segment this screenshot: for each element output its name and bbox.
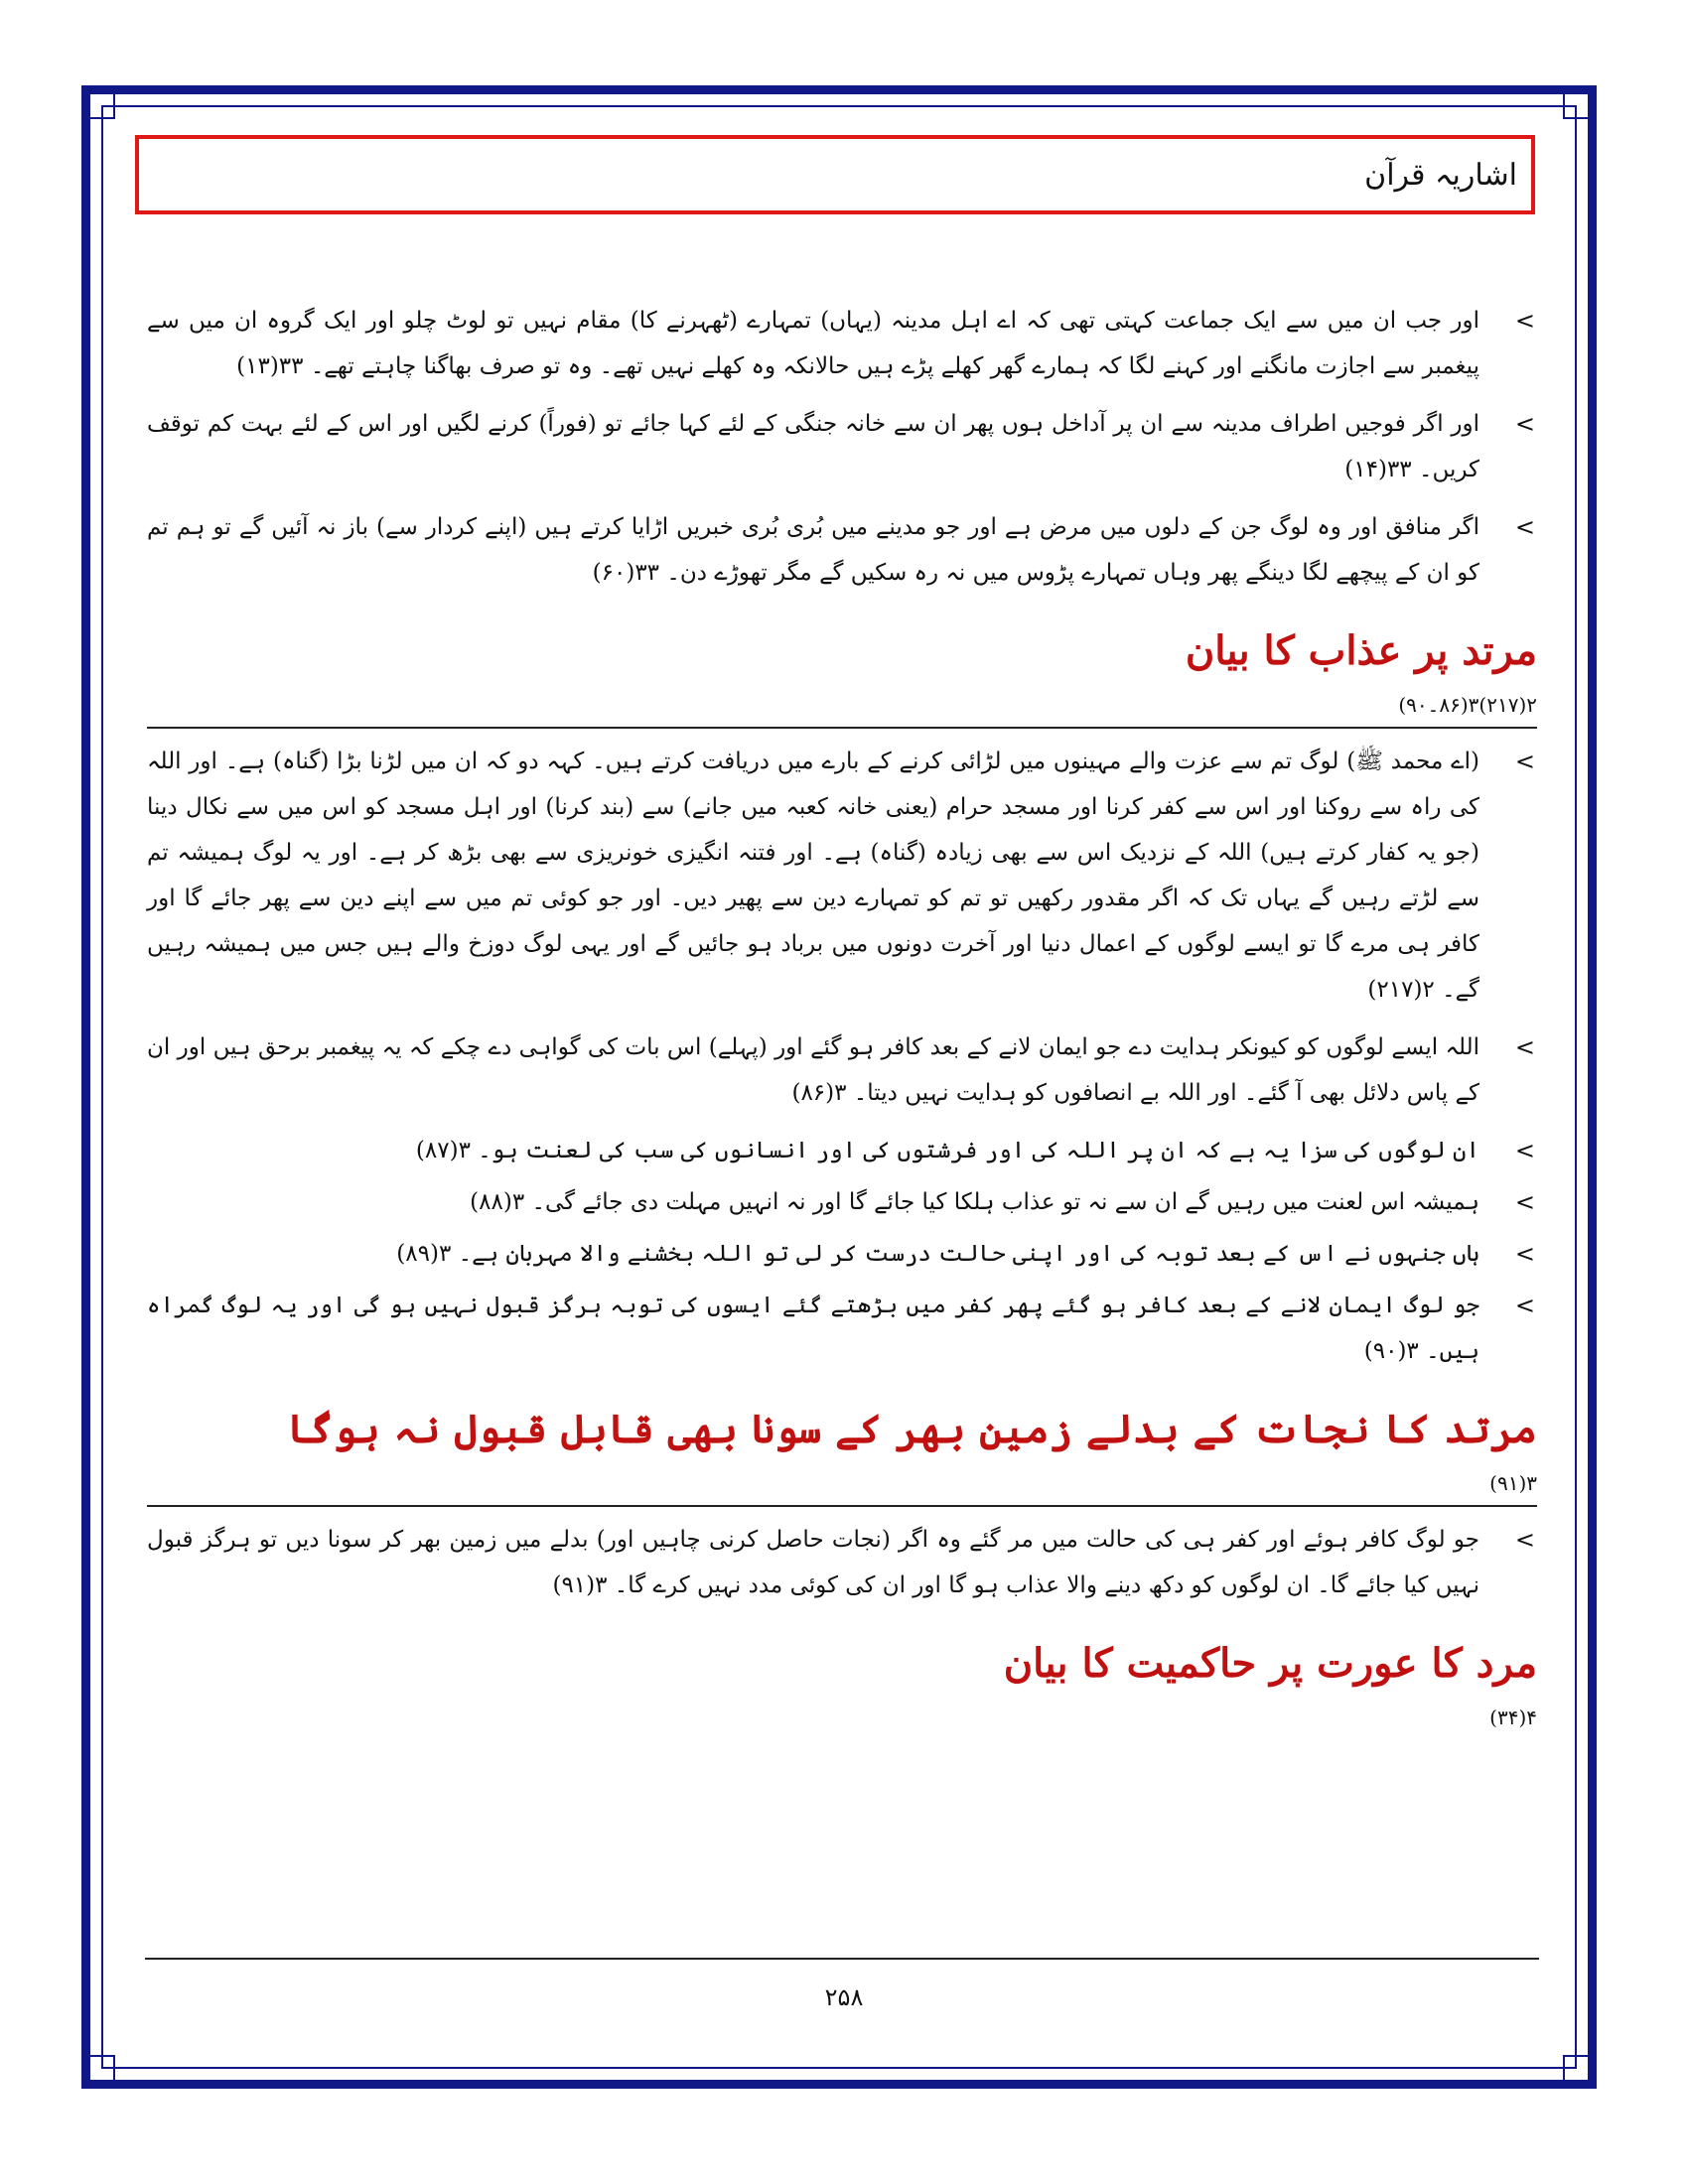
bullet-text: اگر منافق اور وہ لوگ جن کے دلوں میں مرض ہے اور جو مدینے میں بُری بُری خبریں اڑایا کرتے ہیں (اپنے کردار سے) باز نہ آئیں گے تو ہم تم کو ان کے پیچھے لگا دینگے پھر وہاں تمہارے پڑوس میں نہ رہ سکیں گے مگر تھوڑے دن۔ ۳۳(۶۰)	[147, 514, 1479, 586]
list-item	[147, 401, 1537, 492]
header-box	[135, 135, 1535, 214]
bullet-text: اور جب ان میں سے ایک جماعت کہتی تھی کہ اے اہل مدینہ (یہاں) تمہارے (ٹھہرنے کا) مقام نہیں تو لوٹ چلو اور ایک گروہ ان میں سے پیغمبر سے اجازت مانگنے اور کہنے لگا کہ ہمارے گھر کھلے پڑے ہیں حالانکہ وہ کھلے نہیں تھے۔ وہ تو صرف بھاگنا چاہتے تھے۔ ۳۳(۱۳)	[147, 308, 1479, 379]
section-title: مرتد کا نجات کے بدلے زمین بھر کے سونا بھی قابل قبول نہ ہوگا	[286, 1406, 1537, 1452]
list-item	[147, 1231, 1537, 1277]
arrow-bullet-icon: >	[1514, 1033, 1535, 1061]
bullet-text: ہمیشہ اس لعنت میں رہیں گے ان سے نہ تو عذاب ہلکا کیا جائے گا اور نہ انہیں مہلت دی جائے گی۔ ۳(۸۸)	[470, 1189, 1479, 1215]
arrow-bullet-icon: >	[1514, 513, 1535, 541]
list-item	[147, 298, 1537, 389]
section-references: ۳(۹۱)	[1489, 1471, 1537, 1495]
frame-corner-ornament	[85, 89, 115, 119]
bullet-text: ہاں جنہوں نے اس کے بعد توبہ کی اور اپنی حالت درست کر لی تو اللہ بخشنے والا مہربان ہے۔ ۳(۸۹)	[396, 1241, 1479, 1267]
arrow-bullet-icon: >	[1514, 1240, 1535, 1268]
section-title: مرد کا عورت پر حاکمیت کا بیان	[1003, 1640, 1537, 1687]
bullet-text: اللہ ایسے لوگوں کو کیونکر ہدایت دے جو ایمان لانے کے بعد کافر ہو گئے اور (پہلے) اس بات کی گواہی دے چکے کہ یہ پیغمبر برحق ہیں اور ان کے پاس دلائل بھی آ گئے۔ اور اللہ بے انصافوں کو ہدایت نہیں دیتا۔ ۳(۸۶)	[147, 1034, 1479, 1106]
arrow-bullet-icon: >	[1514, 410, 1535, 438]
section-divider	[147, 1505, 1537, 1507]
list-item	[147, 504, 1537, 596]
arrow-bullet-icon: >	[1514, 1188, 1535, 1216]
bullet-text: جو لوگ ایمان لانے کے بعد کافر ہو گئے پھر کفر میں بڑھتے گئے ایسوں کی توبہ ہرگز قبول نہیں ہو گی اور یہ لوگ گمراہ ہیں۔ ۳(۹۰)	[147, 1293, 1479, 1364]
section-title: مرتد پر عذاب کا بیان	[1185, 627, 1537, 674]
footer-divider	[145, 1958, 1539, 1960]
list-item	[147, 1128, 1537, 1173]
bullet-text: جو لوگ کافر ہوئے اور کفر ہی کی حالت میں مر گئے وہ اگر (نجات حاصل کرنی چاہیں اور) بدلے میں زمین بھر کر سونا دیں تو ہرگز قبول نہیں کیا جائے گا۔ ان لوگوں کو دکھ دینے والا عذاب ہو گا اور ان کی کوئی مدد نہیں کرے گا۔ ۳(۹۱)	[147, 1527, 1479, 1598]
frame-corner-ornament	[1563, 2055, 1593, 2085]
section-references: ۲(۲۱۷)۳(۸۶۔۹۰)	[1398, 693, 1537, 717]
section-references: ۴(۳۴)	[1489, 1706, 1537, 1729]
arrow-bullet-icon: >	[1514, 1526, 1535, 1554]
arrow-bullet-icon: >	[1514, 307, 1535, 335]
list-item	[147, 1024, 1537, 1116]
list-item	[147, 739, 1537, 1013]
arrow-bullet-icon: >	[1514, 1292, 1535, 1319]
section-divider	[147, 727, 1537, 729]
frame-corner-ornament	[1563, 89, 1593, 119]
arrow-bullet-icon: >	[1514, 1137, 1535, 1164]
bullet-text: ان لوگوں کی سزا یہ ہے کہ ان پر اللہ کی اور فرشتوں کی اور انسانوں کی سب کی لعنت ہو۔ ۳(۸۷)	[415, 1138, 1479, 1163]
list-item	[147, 1283, 1537, 1374]
page-header-title: اشاریہ قرآن	[1364, 157, 1517, 193]
page-number: ۲۵۸	[824, 1983, 864, 2011]
bullet-text: اور اگر فوجیں اطراف مدینہ سے ان پر آداخل ہوں پھر ان سے خانہ جنگی کے لئے کہا جائے تو (فوراً) کرنے لگیں اور اس کے لئے بہت کم توقف کریں۔ ۳۳(۱۴)	[147, 411, 1479, 482]
main-content	[147, 298, 1537, 1739]
list-item	[147, 1517, 1537, 1608]
frame-corner-ornament	[85, 2055, 115, 2085]
bullet-text: (اے محمد ﷺ) لوگ تم سے عزت والے مہینوں میں لڑائی کرنے کے بارے میں دریافت کرتے ہیں۔ کہہ دو کہ ان میں لڑنا بڑا (گناہ) ہے۔ اور اللہ کی راہ سے روکنا اور اس سے کفر کرنا اور مسجد حرام (یعنی خانہ کعبہ میں جانے) سے (بند کرنا) اور اہل مسجد کو اس میں سے نکال دینا (جو یہ کفار کرتے ہیں) اللہ کے نزدیک اس سے بھی زیادہ (گناہ) ہے۔ اور فتنہ انگیزی خونریزی سے بھی بڑھ کر ہے۔ اور یہ لوگ ہمیشہ تم سے لڑتے رہیں گے یہاں تک کہ اگر مقدور رکھیں تو تم کو تمہارے دین سے پھیر دیں۔ اور جو کوئی تم میں سے اپنے دین سے پھر جائے گا اور کافر ہی مرے گا تو ایسے لوگوں کے اعمال دنیا اور آخرت دونوں میں برباد ہو جائیں گے اور یہی لوگ دوزخ والے ہیں جس میں ہمیشہ رہیں گے۔ ۲(۲۱۷)	[147, 749, 1479, 1003]
list-item	[147, 1179, 1537, 1225]
arrow-bullet-icon: >	[1514, 748, 1535, 775]
